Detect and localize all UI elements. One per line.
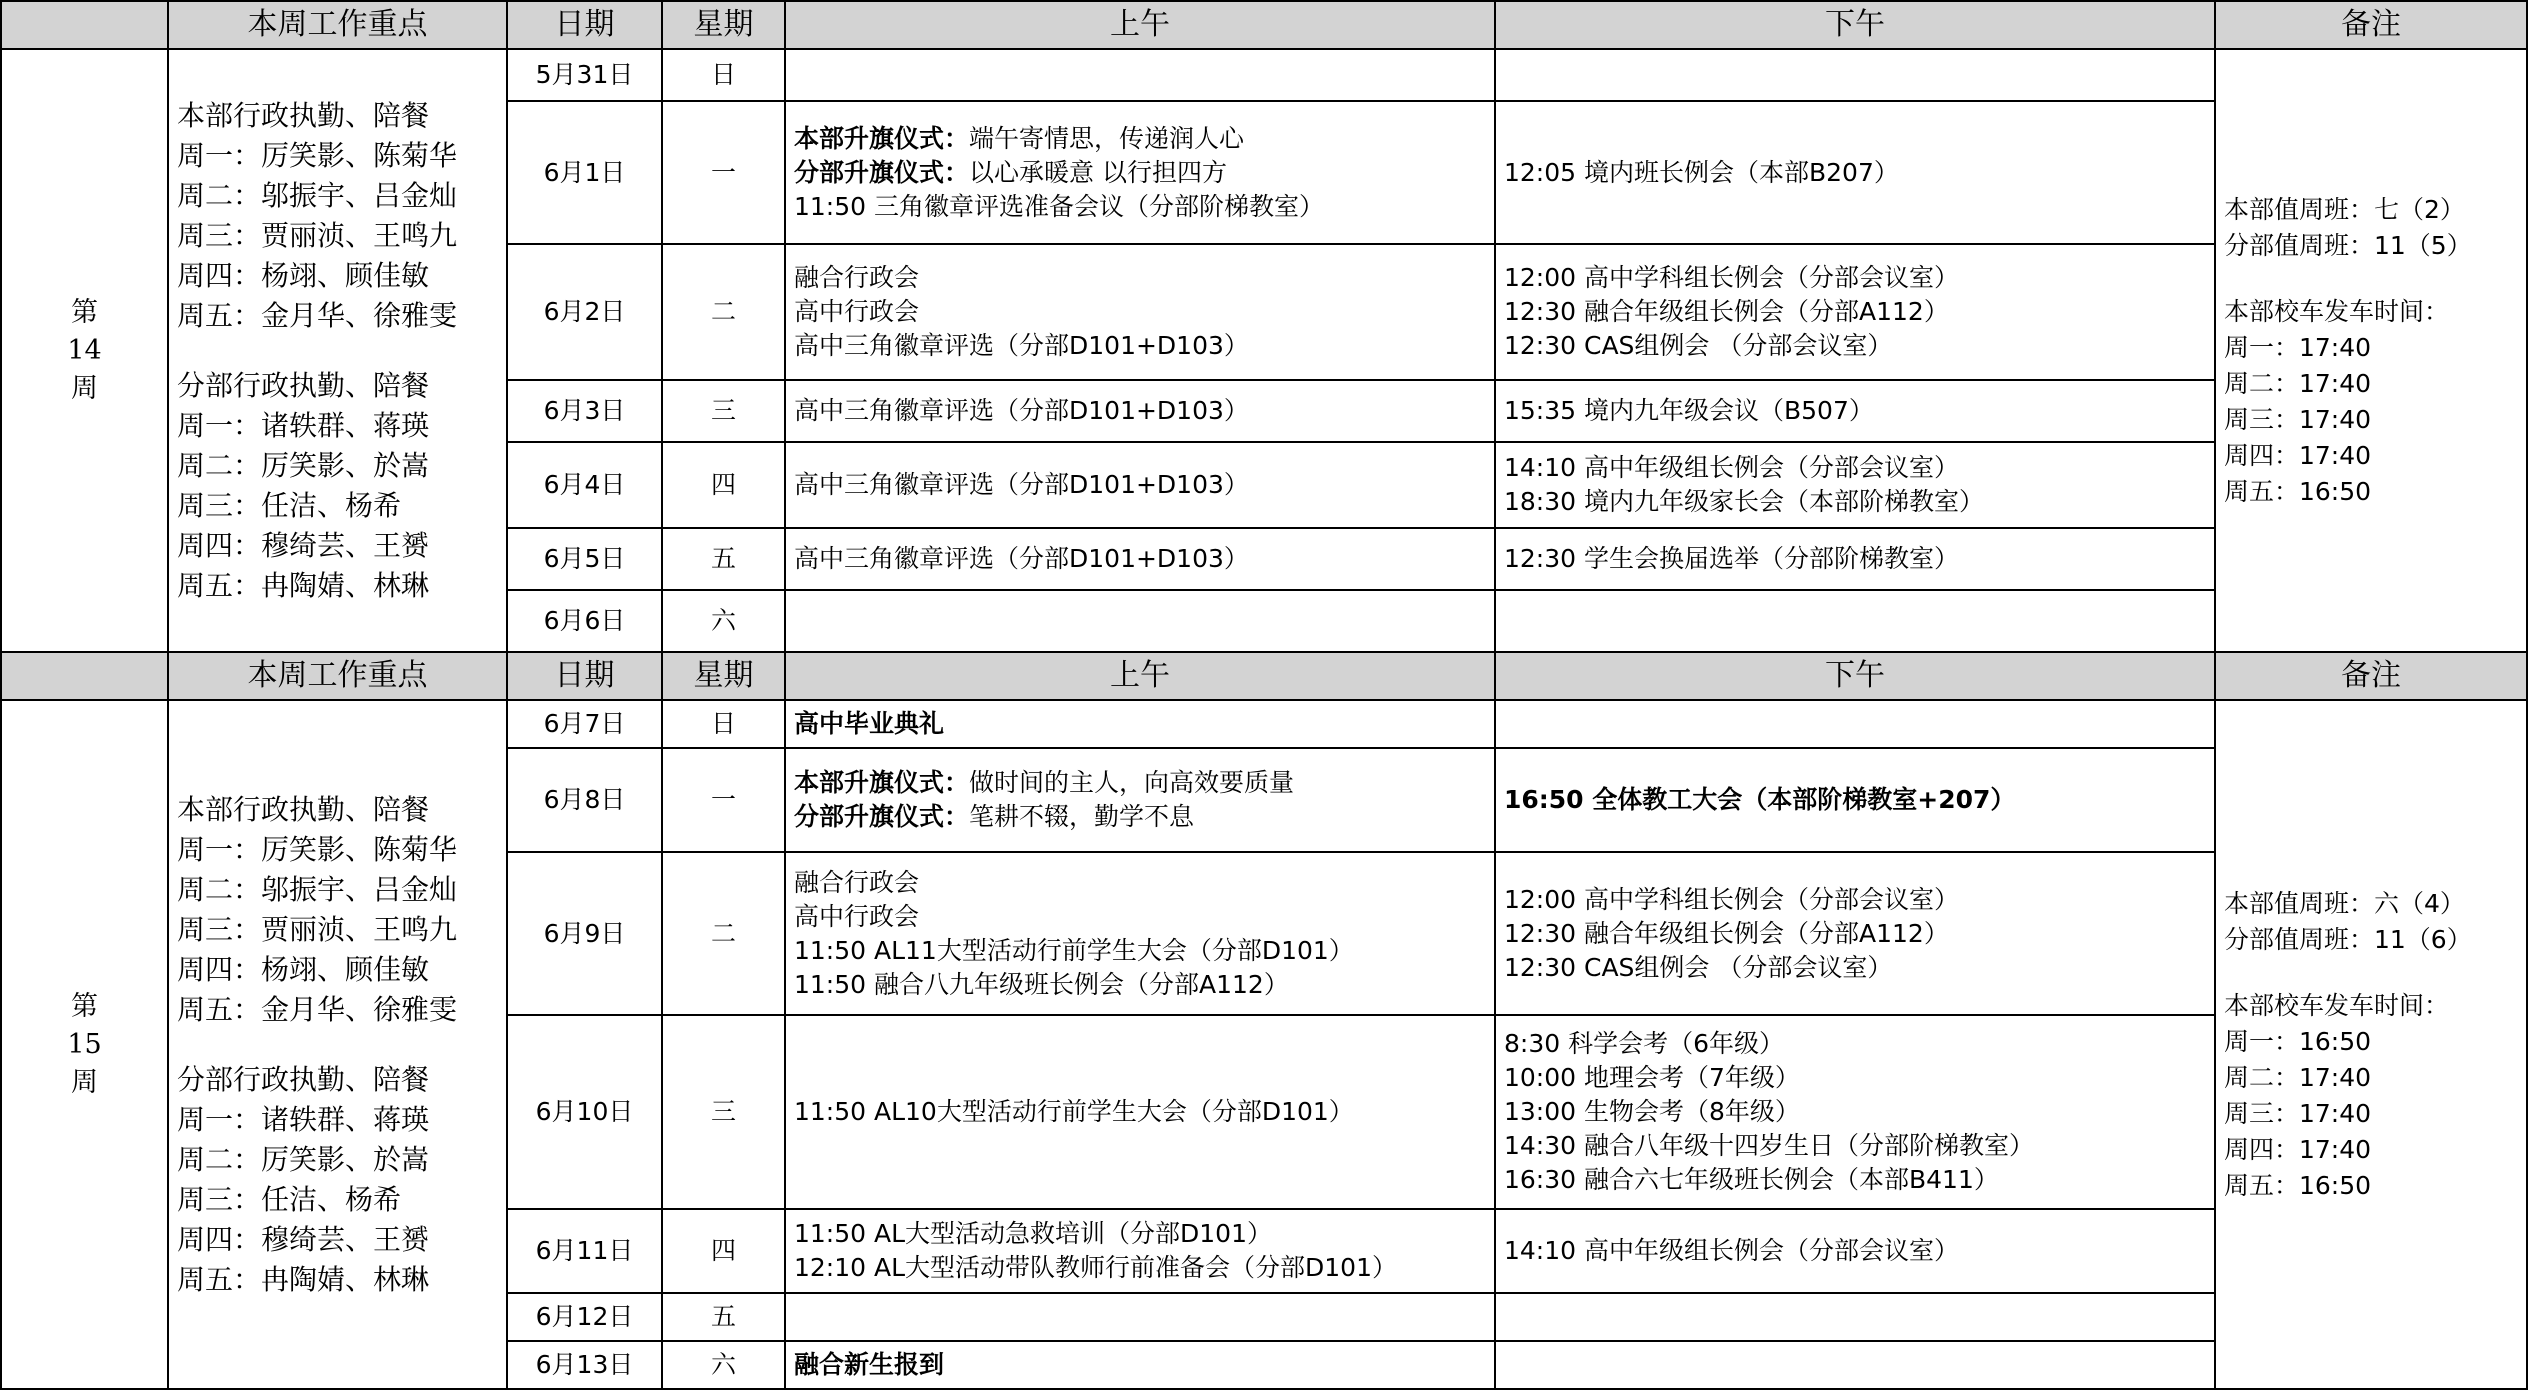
event-line	[794, 190, 1486, 224]
event-text: 15:35 境内九年级会议（B507）	[1504, 396, 1874, 425]
focus-line: 周四：穆绮芸、王赟	[177, 528, 430, 562]
focus-line: 周四：杨翊、顾佳敏	[177, 258, 430, 292]
event-line	[1504, 542, 2206, 576]
event-line	[794, 968, 1486, 1002]
event-line	[794, 468, 1486, 502]
event-text: 做时间的主人，向高效要质量	[969, 768, 1295, 797]
afternoon-cell	[1495, 442, 2215, 528]
event-bold-text: 16:50 全体教工大会（本部阶梯教室+207）	[1504, 785, 2016, 814]
event-text: 14:30 融合八年级十四岁生日（分部阶梯教室）	[1504, 1131, 2034, 1160]
morning-cell	[785, 590, 1495, 652]
event-text: 11:50 AL10大型活动行前学生大会（分部D101）	[794, 1097, 1354, 1126]
weekday-cell: 日	[662, 700, 785, 748]
event-line	[794, 866, 1486, 900]
afternoon-cell	[1495, 49, 2215, 101]
event-text: 16:30 融合六七年级班长例会（本部B411）	[1504, 1165, 1999, 1194]
focus-line: 周三：贾丽浈、王鸣九	[177, 218, 458, 252]
date-cell: 6月12日	[507, 1293, 662, 1341]
event-text: 端午寄情思，传递润人心	[969, 123, 1245, 153]
event-line	[794, 1217, 1486, 1251]
date-cell: 6月13日	[507, 1341, 662, 1389]
event-bold-text: 分部升旗仪式：	[794, 802, 970, 831]
week-label-cell	[1, 700, 168, 1389]
morning-cell	[785, 442, 1495, 528]
afternoon-cell	[1495, 1341, 2215, 1389]
afternoon-cell	[1495, 101, 2215, 244]
event-text: 高中行政会	[794, 297, 920, 326]
date-cell: 6月4日	[507, 442, 662, 528]
event-line	[794, 295, 1486, 329]
day-row	[1, 49, 2527, 101]
date-cell: 6月8日	[507, 748, 662, 852]
event-bold-text: 高中毕业典礼	[794, 709, 945, 738]
bus-time-line: 周五：16:50	[2224, 476, 2372, 506]
afternoon-cell	[1495, 748, 2215, 852]
header-blank-cell	[1, 1, 168, 49]
week-label-text: 周	[71, 1066, 98, 1098]
week-label-text: 14	[67, 334, 102, 366]
focus-line: 周三：任洁、杨希	[177, 1182, 402, 1216]
weekly-focus-cell	[168, 49, 507, 652]
event-text: 12:00 高中学科组长例会（分部会议室）	[1504, 263, 1959, 292]
event-bold-text: 本部升旗仪式：	[794, 123, 970, 153]
focus-line: 周五：冉陶婧、林琳	[177, 568, 430, 602]
event-line	[1504, 485, 2206, 519]
event-line	[1504, 451, 2206, 485]
event-text: 8:30 科学会考（6年级）	[1504, 1029, 1784, 1058]
event-text: 12:30 融合年级组长例会（分部A112）	[1504, 297, 1949, 326]
event-text: 12:10 AL大型活动带队教师行前准备会（分部D101）	[794, 1253, 1397, 1282]
event-line	[794, 1251, 1486, 1285]
event-line	[794, 1095, 1486, 1129]
header-afternoon: 下午	[1495, 1, 2215, 49]
event-text: 11:50 AL大型活动急救培训（分部D101）	[794, 1219, 1272, 1248]
header-date: 日期	[507, 1, 662, 49]
event-text: 12:30 融合年级组长例会（分部A112）	[1504, 918, 1949, 948]
event-text: 高中三角徽章评选（分部D101+D103）	[794, 331, 1249, 360]
week-label-text: 第	[71, 990, 98, 1022]
event-text: 12:30 CAS组例会 （分部会议室）	[1504, 952, 1893, 982]
event-text: 11:50 AL11大型活动行前学生大会（分部D101）	[794, 935, 1354, 965]
morning-cell	[785, 700, 1495, 748]
weekday-cell: 四	[662, 442, 785, 528]
bus-time-line: 周二：17:40	[2224, 368, 2372, 398]
event-text: 13:00 生物会考（8年级）	[1504, 1097, 1800, 1126]
date-cell: 6月6日	[507, 590, 662, 652]
date-cell: 6月5日	[507, 528, 662, 590]
focus-line: 周四：穆绮芸、王赟	[177, 1222, 430, 1256]
header-date: 日期	[507, 652, 662, 700]
event-line	[1504, 1129, 2206, 1163]
event-line	[1504, 156, 2206, 190]
event-line	[794, 934, 1486, 968]
event-line	[794, 329, 1486, 363]
weekday-cell: 一	[662, 748, 785, 852]
weekday-cell: 二	[662, 852, 785, 1015]
weekday-cell: 三	[662, 1015, 785, 1209]
event-text: 12:00 高中学科组长例会（分部会议室）	[1504, 884, 1959, 914]
focus-line: 本部行政执勤、陪餐	[177, 792, 430, 826]
morning-cell	[785, 528, 1495, 590]
date-cell: 6月11日	[507, 1209, 662, 1293]
event-text: 10:00 地理会考（7年级）	[1504, 1063, 1800, 1092]
event-line	[1504, 1163, 2206, 1197]
focus-line: 本部行政执勤、陪餐	[177, 98, 430, 132]
event-text: 笔耕不辍，勤学不息	[969, 802, 1195, 831]
morning-cell	[785, 244, 1495, 380]
event-line	[1504, 917, 2206, 951]
event-line	[1504, 951, 2206, 985]
header-morning: 上午	[785, 1, 1495, 49]
focus-line: 周三：任洁、杨希	[177, 488, 402, 522]
focus-line: 周二：厉笑影、於嵩	[177, 448, 430, 482]
morning-cell	[785, 1209, 1495, 1293]
event-line	[794, 261, 1486, 295]
event-line	[794, 766, 1486, 800]
morning-cell	[785, 49, 1495, 101]
focus-line: 周一：厉笑影、陈菊华	[177, 138, 458, 172]
week-label-text: 15	[67, 1028, 102, 1060]
event-bold-text: 分部升旗仪式：	[794, 157, 970, 187]
bus-time-line: 周四：17:40	[2224, 440, 2372, 470]
weekday-cell: 三	[662, 380, 785, 442]
morning-cell	[785, 852, 1495, 1015]
header-blank-cell	[1, 652, 168, 700]
focus-line: 周一：厉笑影、陈菊华	[177, 832, 458, 866]
event-text: 11:50 融合八九年级班长例会（分部A112）	[794, 969, 1289, 999]
afternoon-cell	[1495, 244, 2215, 380]
bus-time-line: 周二：17:40	[2224, 1062, 2372, 1092]
afternoon-cell	[1495, 528, 2215, 590]
focus-line: 周五：冉陶婧、林琳	[177, 1262, 430, 1296]
event-line	[794, 122, 1486, 156]
event-text: 高中三角徽章评选（分部D101+D103）	[794, 396, 1249, 425]
event-text: 14:10 高中年级组长例会（分部会议室）	[1504, 453, 1959, 482]
event-text: 12:30 学生会换届选举（分部阶梯教室）	[1504, 544, 1959, 573]
event-text: 12:05 境内班长例会（本部B207）	[1504, 157, 1899, 187]
date-cell: 6月3日	[507, 380, 662, 442]
header-notes: 备注	[2215, 1, 2527, 49]
event-text: 以心承暖意 以行担四方	[969, 157, 1227, 187]
weekday-cell: 六	[662, 590, 785, 652]
focus-line: 周五：金月华、徐雅雯	[177, 992, 458, 1026]
focus-spacer	[177, 1030, 498, 1060]
duty-class-line: 分部值周班：11（5）	[2224, 230, 2472, 260]
event-line	[794, 1348, 1486, 1382]
afternoon-cell	[1495, 1209, 2215, 1293]
event-line	[1504, 883, 2206, 917]
event-text: 融合行政会	[794, 867, 920, 897]
duty-class-line: 分部值周班：11（6）	[2224, 924, 2472, 954]
event-text: 14:10 高中年级组长例会（分部会议室）	[1504, 1236, 1959, 1265]
header-focus: 本周工作重点	[168, 652, 507, 700]
header-focus: 本周工作重点	[168, 1, 507, 49]
focus-line: 周二：邬振宇、吕金灿	[177, 872, 458, 906]
week-label-text: 第	[71, 296, 98, 328]
bus-time-line: 本部校车发车时间：	[2224, 990, 2450, 1020]
event-bold-text: 融合新生报到	[794, 1350, 945, 1379]
morning-cell	[785, 1293, 1495, 1341]
weekly-focus-cell	[168, 700, 507, 1389]
bus-time-line: 周一：17:40	[2224, 332, 2372, 362]
focus-line: 周四：杨翊、顾佳敏	[177, 952, 430, 986]
focus-line: 周二：厉笑影、於嵩	[177, 1142, 430, 1176]
week-label-cell	[1, 49, 168, 652]
event-line	[1504, 1234, 2206, 1268]
afternoon-cell	[1495, 590, 2215, 652]
event-line	[1504, 394, 2206, 428]
morning-cell	[785, 101, 1495, 244]
event-line	[794, 800, 1486, 834]
event-bold-text: 本部升旗仪式：	[794, 768, 970, 797]
header-row	[1, 1, 2527, 49]
event-line	[1504, 261, 2206, 295]
header-weekday: 星期	[662, 652, 785, 700]
event-line	[794, 394, 1486, 428]
date-cell: 6月2日	[507, 244, 662, 380]
event-line	[1504, 1095, 2206, 1129]
morning-cell	[785, 380, 1495, 442]
duty-class-line: 本部值周班：七（2）	[2224, 194, 2465, 224]
weekday-cell: 五	[662, 1293, 785, 1341]
morning-cell	[785, 748, 1495, 852]
focus-line: 周一：诸轶群、蒋瑛	[177, 1102, 430, 1136]
date-cell: 5月31日	[507, 49, 662, 101]
focus-line: 周一：诸轶群、蒋瑛	[177, 408, 430, 442]
focus-spacer	[177, 336, 498, 366]
date-cell: 6月10日	[507, 1015, 662, 1209]
day-row	[1, 700, 2527, 748]
bus-time-line: 本部校车发车时间：	[2224, 296, 2450, 326]
notes-spacer	[2224, 958, 2518, 988]
focus-line: 周二：邬振宇、吕金灿	[177, 178, 458, 212]
weekday-cell: 四	[662, 1209, 785, 1293]
afternoon-cell	[1495, 852, 2215, 1015]
notes-spacer	[2224, 264, 2518, 294]
bus-time-line: 周四：17:40	[2224, 1134, 2372, 1164]
weekday-cell: 二	[662, 244, 785, 380]
morning-cell	[785, 1341, 1495, 1389]
bus-time-line: 周五：16:50	[2224, 1170, 2372, 1200]
bus-time-line: 周三：17:40	[2224, 1098, 2372, 1128]
bus-time-line: 周三：17:40	[2224, 404, 2372, 434]
duty-class-line: 本部值周班：六（4）	[2224, 888, 2465, 918]
afternoon-cell	[1495, 700, 2215, 748]
event-text: 高中行政会	[794, 901, 920, 931]
event-line	[1504, 1027, 2206, 1061]
event-line	[1504, 1061, 2206, 1095]
date-cell: 6月9日	[507, 852, 662, 1015]
focus-line: 周三：贾丽浈、王鸣九	[177, 912, 458, 946]
event-text: 融合行政会	[794, 263, 920, 292]
event-line	[794, 900, 1486, 934]
weekday-cell: 日	[662, 49, 785, 101]
event-line	[794, 707, 1486, 741]
header-row	[1, 652, 2527, 700]
week-label-text: 周	[71, 372, 98, 404]
focus-line: 分部行政执勤、陪餐	[177, 368, 430, 402]
afternoon-cell	[1495, 1293, 2215, 1341]
event-line	[794, 542, 1486, 576]
event-text: 12:30 CAS组例会 （分部会议室）	[1504, 331, 1893, 360]
focus-line: 分部行政执勤、陪餐	[177, 1062, 430, 1096]
notes-cell	[2215, 700, 2527, 1389]
weekday-cell: 五	[662, 528, 785, 590]
weekday-cell: 一	[662, 101, 785, 244]
morning-cell	[785, 1015, 1495, 1209]
header-morning: 上午	[785, 652, 1495, 700]
event-text: 高中三角徽章评选（分部D101+D103）	[794, 470, 1249, 499]
event-line	[1504, 329, 2206, 363]
afternoon-cell	[1495, 1015, 2215, 1209]
event-text: 高中三角徽章评选（分部D101+D103）	[794, 544, 1249, 573]
header-weekday: 星期	[662, 1, 785, 49]
header-notes: 备注	[2215, 652, 2527, 700]
event-line	[1504, 295, 2206, 329]
event-text: 11:50 三角徽章评选准备会议（分部阶梯教室）	[794, 191, 1324, 221]
date-cell: 6月7日	[507, 700, 662, 748]
bus-time-line: 周一：16:50	[2224, 1026, 2372, 1056]
notes-cell	[2215, 49, 2527, 652]
afternoon-cell	[1495, 380, 2215, 442]
date-cell: 6月1日	[507, 101, 662, 244]
weekday-cell: 六	[662, 1341, 785, 1389]
event-line	[794, 156, 1486, 190]
focus-line: 周五：金月华、徐雅雯	[177, 298, 458, 332]
header-afternoon: 下午	[1495, 652, 2215, 700]
event-line	[1504, 783, 2206, 817]
event-text: 18:30 境内九年级家长会（本部阶梯教室）	[1504, 487, 1984, 516]
